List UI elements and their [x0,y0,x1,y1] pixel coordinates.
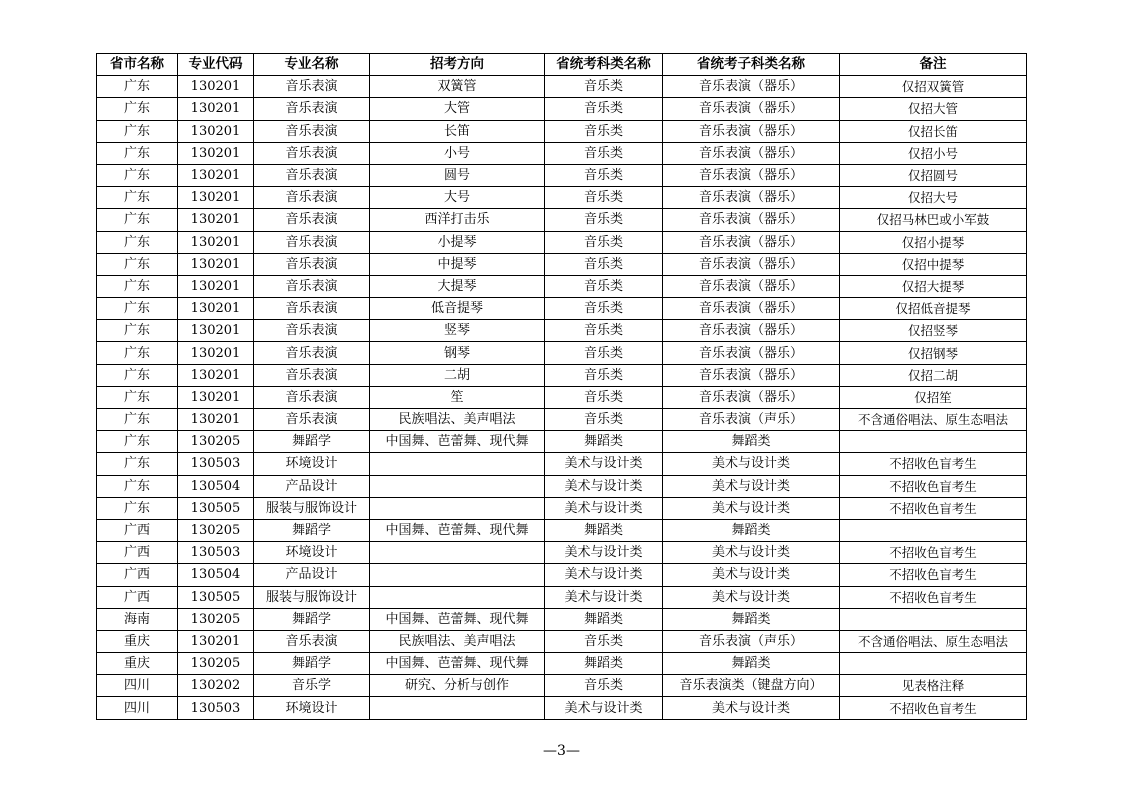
cell-major-name: 产品设计 [254,475,370,497]
cell-direction: 圆号 [370,164,545,186]
cell-exam-category: 美术与设计类 [545,497,663,519]
cell-province: 广东 [97,386,178,408]
cell-remarks: 仅招低音提琴 [840,298,1027,320]
cell-exam-category: 音乐类 [545,98,663,120]
cell-direction: 二胡 [370,364,545,386]
cell-major-name: 音乐表演 [254,342,370,364]
cell-major-name: 音乐表演 [254,253,370,275]
cell-major-name: 舞蹈学 [254,608,370,630]
cell-direction: 长笛 [370,120,545,142]
cell-exam-category: 舞蹈类 [545,519,663,541]
cell-province: 广东 [97,187,178,209]
cell-major-code: 130504 [178,475,254,497]
cell-exam-subcategory: 音乐表演（器乐） [663,253,840,275]
page-number: —3— [543,743,580,759]
cell-remarks: 仅招小号 [840,142,1027,164]
header-major-name: 专业名称 [254,54,370,76]
cell-major-code: 130201 [178,142,254,164]
cell-major-code: 130201 [178,320,254,342]
table-row [97,675,1027,697]
cell-exam-category: 美术与设计类 [545,475,663,497]
cell-major-code: 130504 [178,564,254,586]
cell-direction: 钢琴 [370,342,545,364]
cell-exam-subcategory: 音乐表演（器乐） [663,275,840,297]
cell-exam-category: 音乐类 [545,298,663,320]
cell-exam-category: 美术与设计类 [545,697,663,719]
cell-major-name: 音乐表演 [254,409,370,431]
cell-remarks [840,653,1027,675]
cell-exam-category: 音乐类 [545,120,663,142]
cell-exam-subcategory: 美术与设计类 [663,453,840,475]
cell-exam-category: 舞蹈类 [545,653,663,675]
table-row [97,142,1027,164]
cell-province: 广西 [97,519,178,541]
cell-exam-subcategory: 舞蹈类 [663,653,840,675]
cell-exam-subcategory: 音乐表演（器乐） [663,142,840,164]
cell-remarks: 仅招大管 [840,98,1027,120]
cell-province: 广东 [97,320,178,342]
cell-major-name: 环境设计 [254,453,370,475]
cell-major-code: 130201 [178,76,254,98]
cell-exam-category: 音乐类 [545,209,663,231]
cell-exam-subcategory: 音乐表演（器乐） [663,187,840,209]
cell-province: 广东 [97,364,178,386]
cell-exam-category: 音乐类 [545,187,663,209]
header-remarks: 备注 [840,54,1027,76]
cell-exam-category: 音乐类 [545,630,663,652]
cell-province: 广东 [97,164,178,186]
cell-direction: 大提琴 [370,275,545,297]
cell-province: 广东 [97,475,178,497]
cell-exam-subcategory: 美术与设计类 [663,542,840,564]
cell-exam-category: 美术与设计类 [545,586,663,608]
cell-province: 广西 [97,564,178,586]
table-row [97,497,1027,519]
cell-major-code: 130505 [178,497,254,519]
cell-remarks: 不招收色盲考生 [840,475,1027,497]
cell-exam-subcategory: 音乐表演（声乐） [663,630,840,652]
cell-remarks: 仅招圆号 [840,164,1027,186]
cell-exam-category: 音乐类 [545,364,663,386]
cell-exam-subcategory: 音乐表演（器乐） [663,298,840,320]
cell-major-name: 音乐表演 [254,209,370,231]
cell-direction: 大号 [370,187,545,209]
cell-exam-subcategory: 音乐表演（器乐） [663,386,840,408]
cell-exam-category: 音乐类 [545,275,663,297]
cell-remarks: 仅招小提琴 [840,231,1027,253]
cell-direction [370,475,545,497]
table-row [97,586,1027,608]
cell-major-name: 音乐表演 [254,164,370,186]
cell-exam-subcategory: 美术与设计类 [663,697,840,719]
cell-remarks [840,608,1027,630]
cell-remarks: 仅招双簧管 [840,76,1027,98]
cell-remarks: 仅招竖琴 [840,320,1027,342]
cell-province: 广西 [97,586,178,608]
cell-province: 广东 [97,253,178,275]
cell-exam-subcategory: 音乐表演（器乐） [663,342,840,364]
table-row [97,209,1027,231]
cell-major-code: 130201 [178,120,254,142]
cell-remarks: 不招收色盲考生 [840,497,1027,519]
table-body [97,76,1027,719]
cell-province: 重庆 [97,653,178,675]
cell-major-name: 音乐表演 [254,275,370,297]
cell-remarks: 不招收色盲考生 [840,564,1027,586]
cell-major-name: 音乐表演 [254,298,370,320]
cell-direction: 低音提琴 [370,298,545,320]
cell-exam-subcategory: 音乐表演（器乐） [663,120,840,142]
cell-exam-category: 音乐类 [545,253,663,275]
cell-province: 广东 [97,342,178,364]
cell-major-code: 130201 [178,275,254,297]
cell-major-name: 产品设计 [254,564,370,586]
cell-remarks: 不招收色盲考生 [840,453,1027,475]
cell-province: 广东 [97,497,178,519]
cell-remarks: 不招收色盲考生 [840,542,1027,564]
cell-direction: 中国舞、芭蕾舞、现代舞 [370,519,545,541]
cell-remarks: 仅招大提琴 [840,275,1027,297]
cell-exam-subcategory: 音乐表演（器乐） [663,98,840,120]
table-row [97,231,1027,253]
cell-exam-subcategory: 美术与设计类 [663,586,840,608]
cell-exam-subcategory: 音乐表演（器乐） [663,164,840,186]
cell-exam-category: 美术与设计类 [545,564,663,586]
cell-major-code: 130205 [178,431,254,453]
table-row [97,542,1027,564]
cell-direction: 笙 [370,386,545,408]
cell-province: 广东 [97,142,178,164]
cell-direction [370,564,545,586]
cell-remarks: 见表格注释 [840,675,1027,697]
cell-province: 广东 [97,98,178,120]
table-row [97,519,1027,541]
cell-major-code: 130201 [178,409,254,431]
table-row [97,630,1027,652]
cell-exam-category: 音乐类 [545,231,663,253]
cell-province: 广东 [97,231,178,253]
cell-exam-category: 舞蹈类 [545,431,663,453]
cell-exam-category: 舞蹈类 [545,608,663,630]
table-row [97,253,1027,275]
cell-exam-category: 音乐类 [545,386,663,408]
cell-major-code: 130201 [178,342,254,364]
cell-province: 广东 [97,275,178,297]
cell-exam-subcategory: 舞蹈类 [663,431,840,453]
cell-major-name: 音乐表演 [254,630,370,652]
cell-exam-subcategory: 音乐表演（器乐） [663,320,840,342]
cell-major-code: 130503 [178,697,254,719]
cell-major-code: 130503 [178,453,254,475]
cell-exam-category: 音乐类 [545,342,663,364]
table-row [97,697,1027,719]
cell-exam-category: 美术与设计类 [545,453,663,475]
cell-direction [370,697,545,719]
cell-major-code: 130201 [178,187,254,209]
table-row [97,76,1027,98]
cell-major-name: 环境设计 [254,542,370,564]
cell-major-name: 服装与服饰设计 [254,586,370,608]
cell-province: 广东 [97,431,178,453]
cell-major-code: 130201 [178,298,254,320]
cell-exam-subcategory: 舞蹈类 [663,608,840,630]
cell-direction: 民族唱法、美声唱法 [370,630,545,652]
cell-major-code: 130201 [178,386,254,408]
cell-direction: 中国舞、芭蕾舞、现代舞 [370,653,545,675]
cell-exam-category: 音乐类 [545,675,663,697]
cell-exam-category: 美术与设计类 [545,542,663,564]
cell-major-name: 环境设计 [254,697,370,719]
table-row [97,98,1027,120]
cell-remarks: 不招收色盲考生 [840,586,1027,608]
cell-direction: 西洋打击乐 [370,209,545,231]
cell-exam-category: 音乐类 [545,320,663,342]
cell-major-name: 音乐表演 [254,386,370,408]
cell-remarks: 不含通俗唱法、原生态唱法 [840,409,1027,431]
header-major-code: 专业代码 [178,54,254,76]
cell-province: 四川 [97,697,178,719]
cell-exam-subcategory: 美术与设计类 [663,564,840,586]
header-exam-subcategory: 省统考子科类名称 [663,54,840,76]
cell-major-code: 130505 [178,586,254,608]
cell-direction [370,497,545,519]
cell-major-code: 130503 [178,542,254,564]
cell-major-code: 130202 [178,675,254,697]
table-row [97,431,1027,453]
cell-exam-subcategory: 舞蹈类 [663,519,840,541]
admissions-table [96,53,1027,720]
cell-province: 广东 [97,453,178,475]
cell-major-code: 130201 [178,209,254,231]
table-row [97,608,1027,630]
cell-remarks [840,431,1027,453]
cell-remarks: 仅招长笛 [840,120,1027,142]
cell-major-code: 130205 [178,519,254,541]
cell-exam-subcategory: 美术与设计类 [663,497,840,519]
table-header-row [97,54,1027,76]
cell-major-code: 130201 [178,231,254,253]
table-row [97,275,1027,297]
cell-exam-subcategory: 美术与设计类 [663,475,840,497]
cell-province: 海南 [97,608,178,630]
header-exam-category: 省统考科类名称 [545,54,663,76]
cell-major-code: 130201 [178,364,254,386]
cell-exam-category: 音乐类 [545,142,663,164]
cell-direction: 双簧管 [370,76,545,98]
table-row [97,386,1027,408]
cell-major-name: 音乐表演 [254,320,370,342]
cell-direction: 中国舞、芭蕾舞、现代舞 [370,431,545,453]
cell-province: 重庆 [97,630,178,652]
cell-direction: 大管 [370,98,545,120]
table-row [97,453,1027,475]
cell-direction: 民族唱法、美声唱法 [370,409,545,431]
cell-major-name: 舞蹈学 [254,519,370,541]
cell-province: 广东 [97,120,178,142]
cell-major-name: 服装与服饰设计 [254,497,370,519]
cell-exam-subcategory: 音乐表演（器乐） [663,231,840,253]
cell-province: 四川 [97,675,178,697]
cell-remarks: 仅招二胡 [840,364,1027,386]
cell-direction: 竖琴 [370,320,545,342]
cell-major-name: 音乐表演 [254,98,370,120]
cell-province: 广东 [97,298,178,320]
cell-direction: 中提琴 [370,253,545,275]
cell-major-code: 130201 [178,253,254,275]
cell-exam-subcategory: 音乐表演（声乐） [663,409,840,431]
cell-major-name: 音乐表演 [254,142,370,164]
table-row [97,342,1027,364]
table-row [97,475,1027,497]
cell-direction: 小号 [370,142,545,164]
cell-major-name: 音乐表演 [254,120,370,142]
cell-major-name: 音乐学 [254,675,370,697]
cell-exam-subcategory: 音乐表演类（键盘方向） [663,675,840,697]
cell-remarks: 不招收色盲考生 [840,697,1027,719]
cell-exam-category: 音乐类 [545,76,663,98]
cell-major-code: 130205 [178,653,254,675]
cell-province: 广东 [97,76,178,98]
cell-direction: 小提琴 [370,231,545,253]
cell-province: 广东 [97,209,178,231]
cell-remarks [840,519,1027,541]
cell-major-code: 130201 [178,98,254,120]
cell-exam-category: 音乐类 [545,409,663,431]
cell-major-name: 音乐表演 [254,76,370,98]
cell-major-code: 130201 [178,630,254,652]
table-row [97,409,1027,431]
cell-direction [370,453,545,475]
table-row [97,164,1027,186]
table-row [97,564,1027,586]
cell-remarks: 仅招大号 [840,187,1027,209]
cell-exam-subcategory: 音乐表演（器乐） [663,209,840,231]
cell-remarks: 仅招中提琴 [840,253,1027,275]
table-row [97,320,1027,342]
cell-direction [370,542,545,564]
cell-major-name: 舞蹈学 [254,653,370,675]
cell-remarks: 仅招钢琴 [840,342,1027,364]
cell-major-name: 舞蹈学 [254,431,370,453]
table-row [97,187,1027,209]
header-province: 省市名称 [97,54,178,76]
cell-major-name: 音乐表演 [254,364,370,386]
table-row [97,653,1027,675]
table-row [97,120,1027,142]
cell-exam-subcategory: 音乐表演（器乐） [663,76,840,98]
cell-major-name: 音乐表演 [254,231,370,253]
cell-major-code: 130201 [178,164,254,186]
cell-exam-category: 音乐类 [545,164,663,186]
cell-major-name: 音乐表演 [254,187,370,209]
cell-remarks: 仅招马林巴或小军鼓 [840,209,1027,231]
cell-province: 广东 [97,409,178,431]
cell-exam-subcategory: 音乐表演（器乐） [663,364,840,386]
table-row [97,364,1027,386]
cell-remarks: 仅招笙 [840,386,1027,408]
cell-province: 广西 [97,542,178,564]
cell-direction [370,586,545,608]
cell-major-code: 130205 [178,608,254,630]
cell-remarks: 不含通俗唱法、原生态唱法 [840,630,1027,652]
table-row [97,298,1027,320]
cell-direction: 中国舞、芭蕾舞、现代舞 [370,608,545,630]
header-direction: 招考方向 [370,54,545,76]
cell-direction: 研究、分析与创作 [370,675,545,697]
